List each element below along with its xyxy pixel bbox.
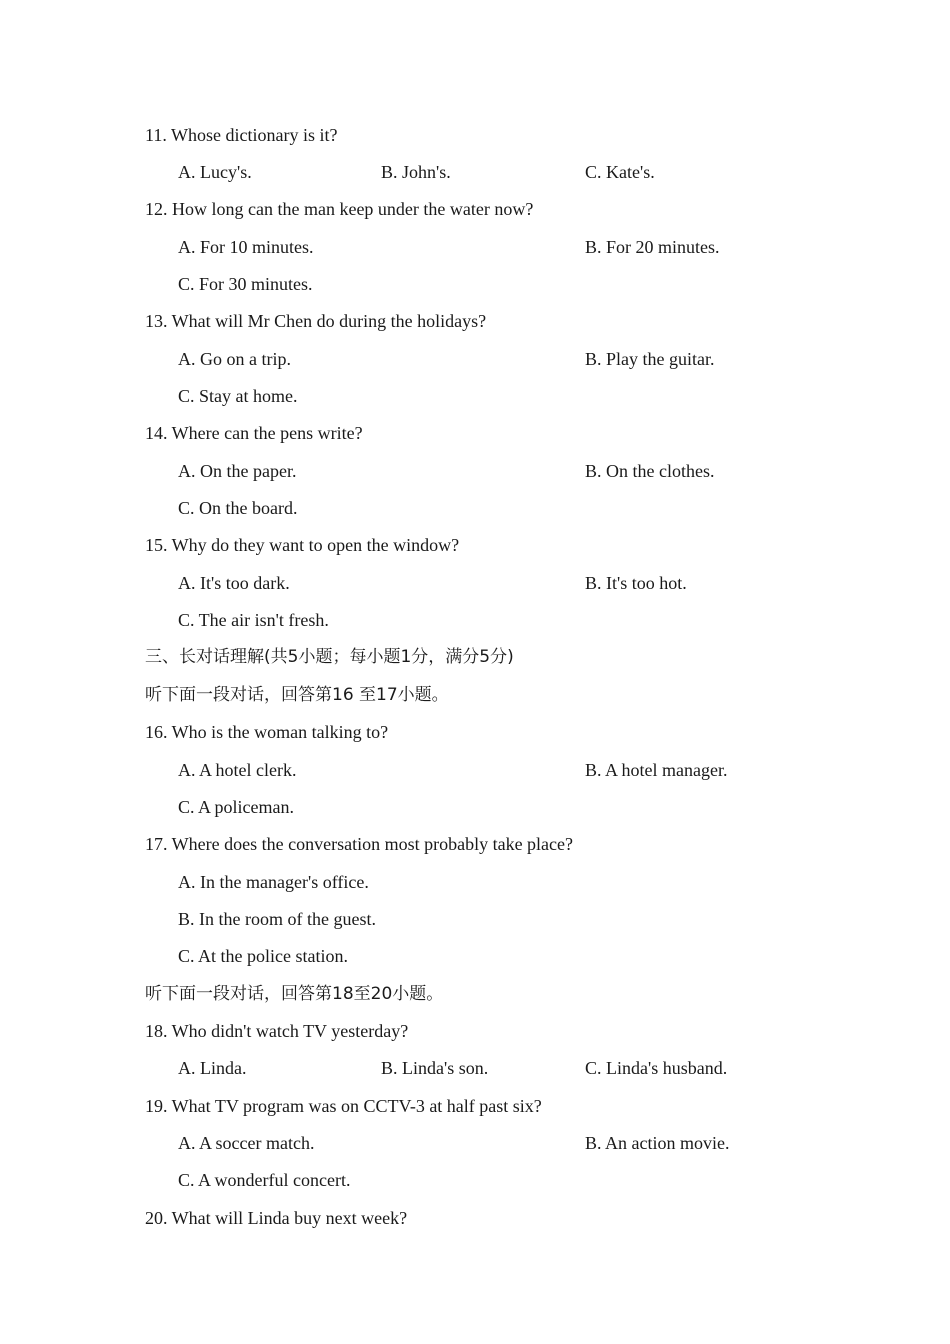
question-11: 11. Whose dictionary is it? [145, 125, 338, 145]
q16-option-c: C. A policeman. [178, 797, 294, 817]
section-3-heading: 三、长对话理解(共5小题；每小题1分，满分5分) [145, 647, 514, 667]
question-14: 14. Where can the pens write? [145, 423, 363, 443]
q11-option-c: C. Kate's. [585, 162, 655, 182]
q14-option-c: C. On the board. [178, 498, 298, 518]
question-15: 15. Why do they want to open the window? [145, 535, 460, 555]
instruction-16-17: 听下面一段对话，回答第16 至17小题。 [145, 685, 449, 705]
question-16: 16. Who is the woman talking to? [145, 722, 389, 742]
question-17: 17. Where does the conversation most probably take place? [145, 834, 574, 854]
q11-option-b: B. John's. [381, 162, 451, 182]
q16-option-b: B. A hotel manager. [585, 760, 728, 780]
q13-option-b: B. Play the guitar. [585, 349, 715, 369]
q17-option-c: C. At the police station. [178, 946, 348, 966]
q12-option-a: A. For 10 minutes. [178, 237, 314, 257]
q15-option-b: B. It's too hot. [585, 573, 687, 593]
q17-option-a: A. In the manager's office. [178, 872, 369, 892]
question-13: 13. What will Mr Chen do during the holidays? [145, 311, 487, 331]
q16-option-a: A. A hotel clerk. [178, 760, 297, 780]
q13-option-c: C. Stay at home. [178, 386, 298, 406]
q19-option-c: C. A wonderful concert. [178, 1170, 351, 1190]
q14-option-a: A. On the paper. [178, 461, 297, 481]
q17-option-b: B. In the room of the guest. [178, 909, 376, 929]
q18-option-a: A. Linda. [178, 1058, 247, 1078]
q11-option-a: A. Lucy's. [178, 162, 252, 182]
question-12: 12. How long can the man keep under the water now? [145, 199, 534, 219]
q15-option-c: C. The air isn't fresh. [178, 610, 329, 630]
q12-option-b: B. For 20 minutes. [585, 237, 720, 257]
q13-option-a: A. Go on a trip. [178, 349, 291, 369]
q19-option-b: B. An action movie. [585, 1133, 730, 1153]
q18-option-c: C. Linda's husband. [585, 1058, 728, 1078]
q18-option-b: B. Linda's son. [381, 1058, 489, 1078]
q12-option-c: C. For 30 minutes. [178, 274, 313, 294]
question-18: 18. Who didn't watch TV yesterday? [145, 1021, 409, 1041]
question-20: 20. What will Linda buy next week? [145, 1208, 408, 1228]
q19-option-a: A. A soccer match. [178, 1133, 315, 1153]
instruction-18-20: 听下面一段对话，回答第18至20小题。 [145, 984, 444, 1004]
q14-option-b: B. On the clothes. [585, 461, 715, 481]
q15-option-a: A. It's too dark. [178, 573, 290, 593]
question-19: 19. What TV program was on CCTV-3 at half past six? [145, 1096, 542, 1116]
